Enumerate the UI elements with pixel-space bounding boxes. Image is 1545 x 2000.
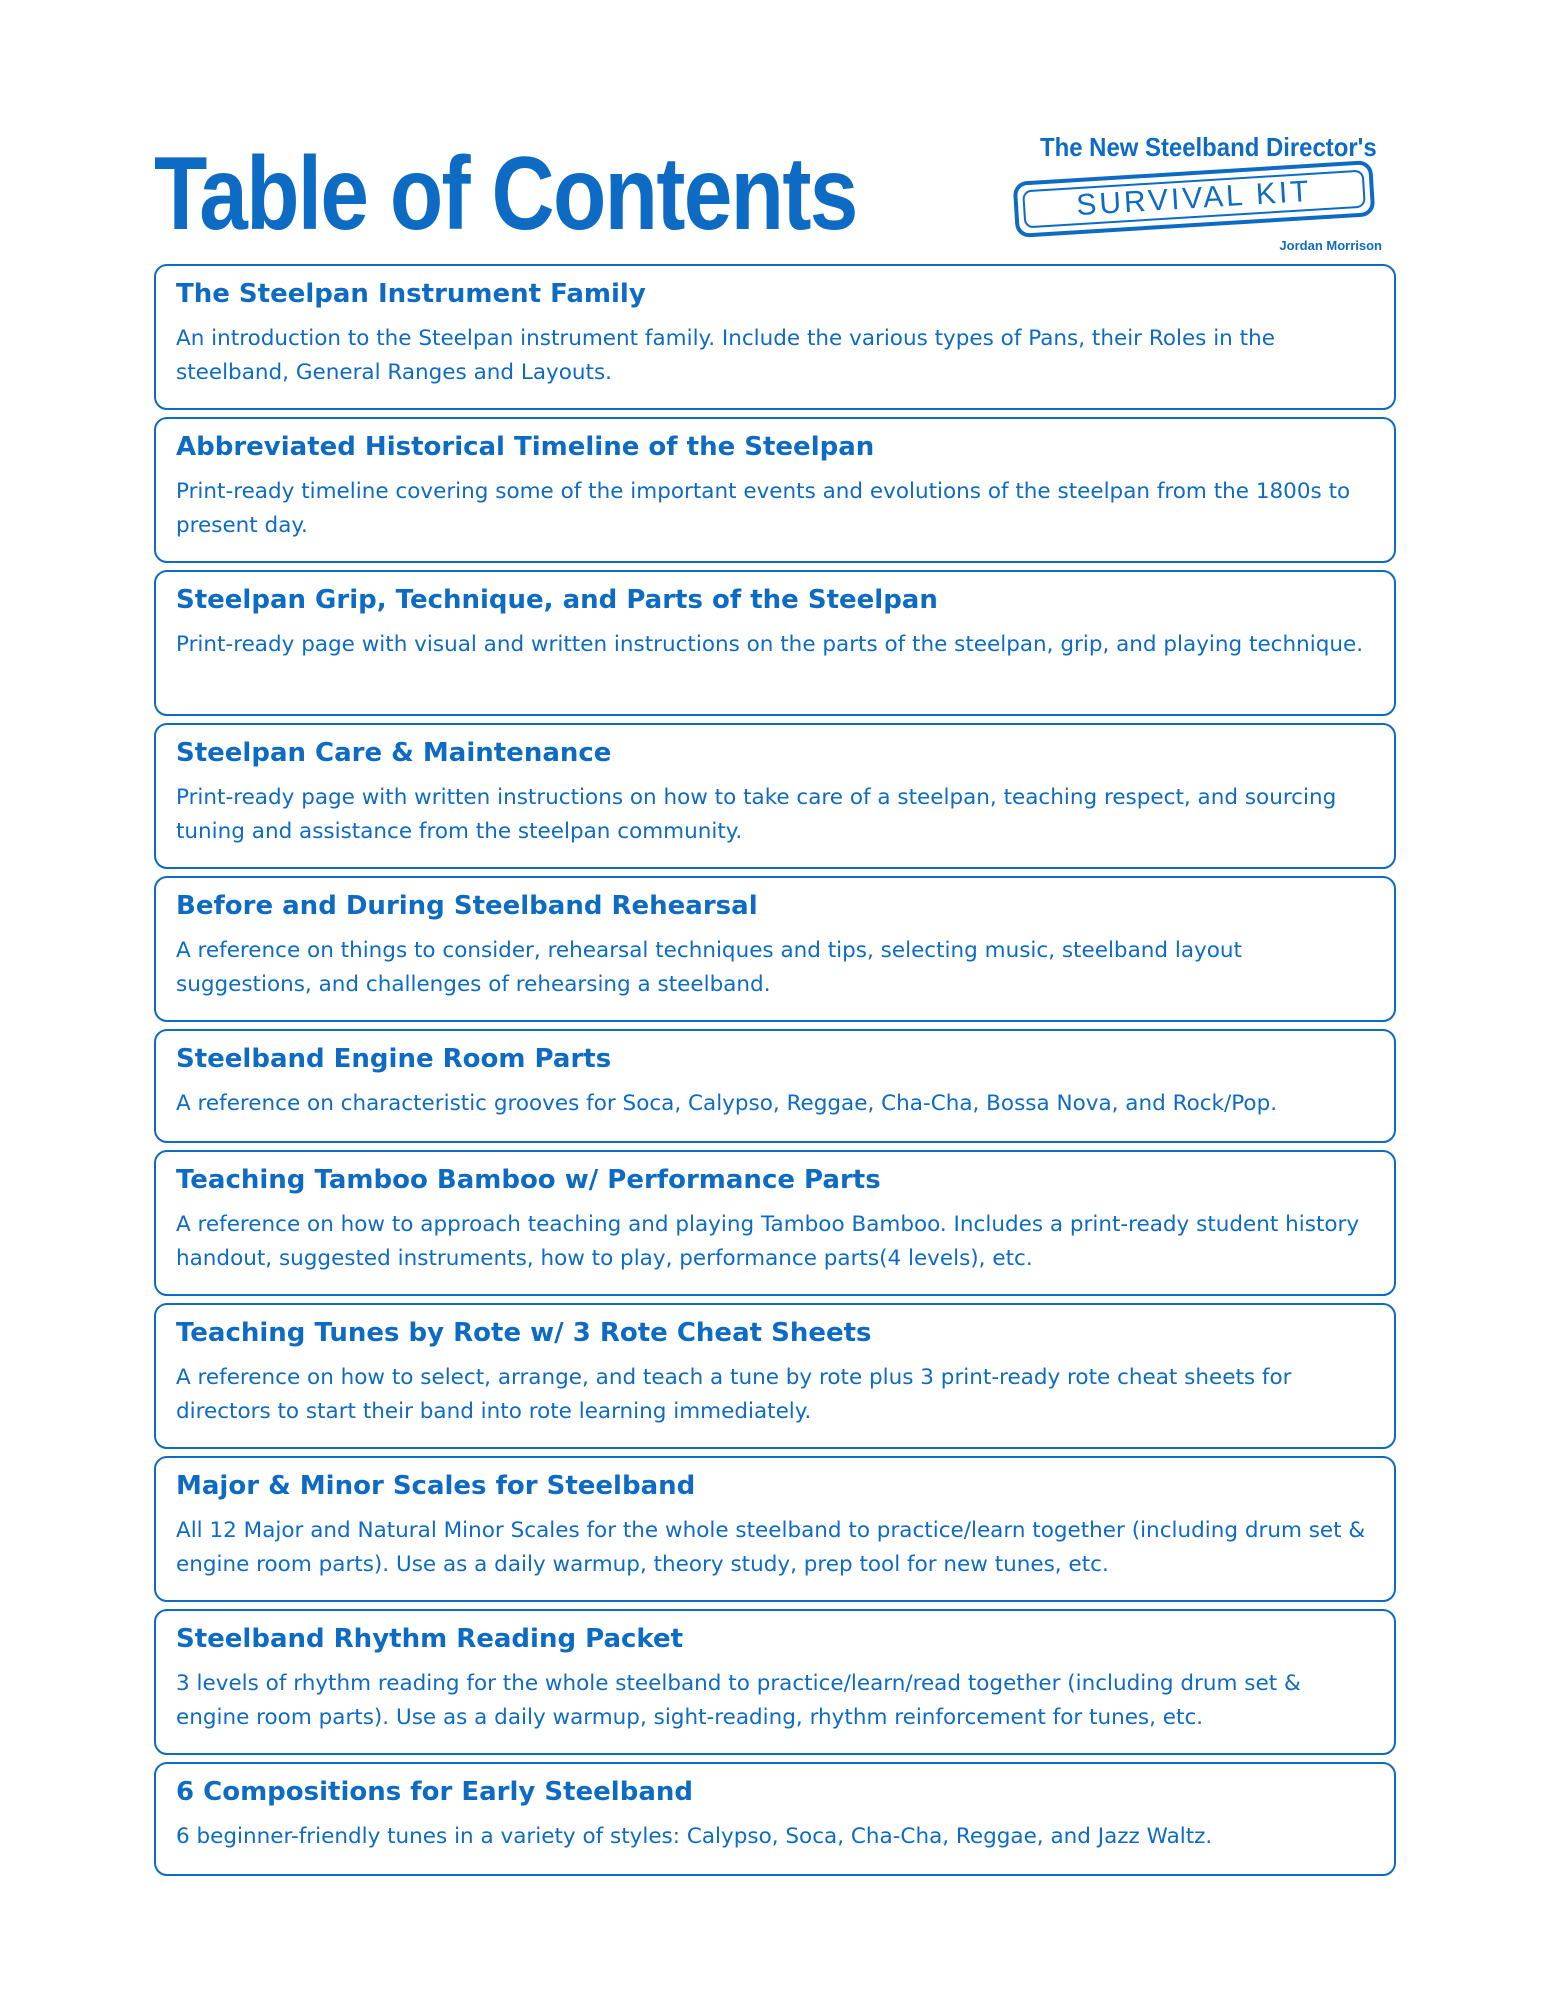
toc-item-title: 6 Compositions for Early Steelband [176,1777,693,1807]
toc-item-tamboo-bamboo [154,1150,1396,1296]
toc-item-compositions [154,1762,1396,1876]
toc-item-grip-technique [154,570,1396,716]
toc-item-historical-timeline [154,417,1396,563]
toc-item-title: Steelpan Care & Maintenance [176,738,612,768]
toc-item-rhythm-reading [154,1609,1396,1755]
toc-item-title: The Steelpan Instrument Family [176,279,646,309]
toc-item-description: A reference on things to consider, rehearsal techniques and tips, selecting music, steelband layout suggestions, and challenges of rehearsing a steelband. [176,938,1242,997]
toc-item-description: Print-ready page with visual and written instructions on the parts of the steelpan, grip, and playing technique. [176,632,1364,657]
toc-item-description: Print-ready page with written instructions on how to take care of a steelpan, teaching respect, and sourcing tuning and assistance from the steelpan community. [176,785,1337,844]
toc-item-description: 3 levels of rhythm reading for the whole steelband to practice/learn/read together (including drum set & engine room parts). Use as a daily warmup, sight-reading, rhythm reinforcement for tunes, etc. [176,1671,1301,1730]
logo-badge-text: SURVIVAL KIT [1022,170,1366,229]
toc-list [154,264,1396,1883]
toc-item-description: An introduction to the Steelpan instrument family. Include the various types of Pans, their Roles in the steelband, General Ranges and Layouts. [176,326,1275,385]
toc-item-care-maintenance [154,723,1396,869]
toc-item-description: A reference on characteristic grooves for Soca, Calypso, Reggae, Cha-Cha, Bossa Nova, and Rock/Pop. [176,1091,1278,1116]
logo-author: Jordan Morrison [1279,238,1382,253]
page-title: Table of Contents [154,136,857,252]
toc-item-description: Print-ready timeline covering some of the important events and evolutions of the steelpan from the 1800s to present day. [176,479,1351,538]
survival-kit-logo [1000,126,1390,261]
toc-item-rote-teaching [154,1303,1396,1449]
toc-item-rehearsal [154,876,1396,1022]
toc-item-description: A reference on how to approach teaching and playing Tamboo Bamboo. Includes a print-ready student history handout, suggested instruments, how to play, performance parts(4 levels), etc. [176,1212,1360,1271]
toc-item-title: Teaching Tamboo Bamboo w/ Performance Parts [176,1165,881,1195]
toc-item-engine-room [154,1029,1396,1143]
toc-item-scales [154,1456,1396,1602]
toc-item-title: Teaching Tunes by Rote w/ 3 Rote Cheat Sheets [176,1318,872,1348]
toc-item-steelpan-family [154,264,1396,410]
toc-item-description: All 12 Major and Natural Minor Scales for the whole steelband to practice/learn together (including drum set & engine room parts). Use as a daily warmup, theory study, prep tool for new tunes, etc. [176,1518,1366,1577]
toc-item-title: Abbreviated Historical Timeline of the Steelpan [176,432,875,462]
toc-item-title: Major & Minor Scales for Steelband [176,1471,696,1501]
toc-item-title: Steelpan Grip, Technique, and Parts of the Steelpan [176,585,938,615]
toc-item-title: Before and During Steelband Rehearsal [176,891,758,921]
toc-item-title: Steelband Rhythm Reading Packet [176,1624,684,1654]
toc-item-title: Steelband Engine Room Parts [176,1044,612,1074]
logo-badge [1013,160,1376,238]
logo-top-line: The New Steelband Director's [1040,132,1377,162]
toc-item-description: 6 beginner-friendly tunes in a variety of styles: Calypso, Soca, Cha-Cha, Reggae, and Jazz Waltz. [176,1824,1213,1849]
toc-item-description: A reference on how to select, arrange, and teach a tune by rote plus 3 print-ready rote cheat sheets for directors to start their band into rote learning immediately. [176,1365,1292,1424]
